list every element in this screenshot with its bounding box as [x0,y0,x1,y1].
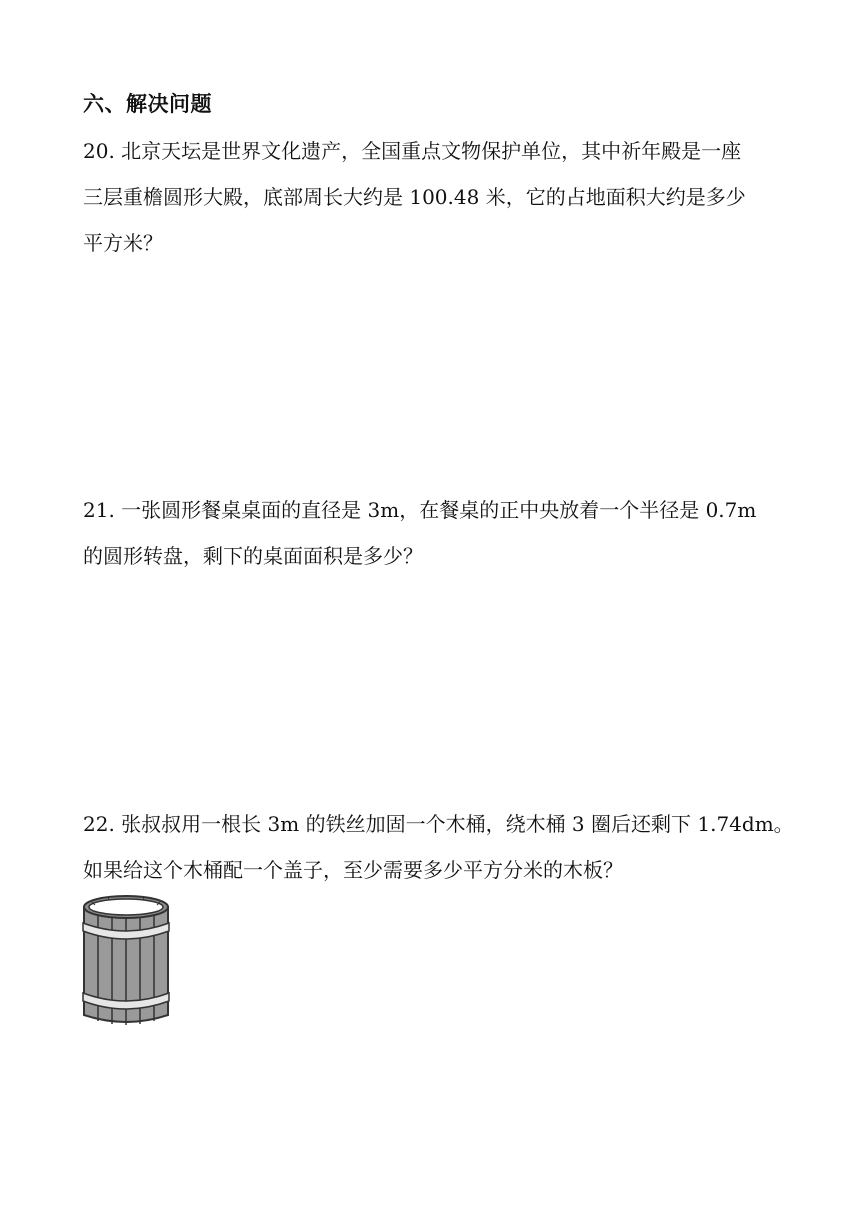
question-line: 如果给这个木桶配一个盖子，至少需要多少平方分米的木板？ [83,858,623,882]
question-21 [83,487,803,579]
question-line: 21. 一张圆形餐桌桌面的直径是 3m，在餐桌的正中央放着一个半径是 0.7m [83,498,757,522]
question-line: 22. 张叔叔用一根长 3m 的铁丝加固一个木桶，绕木桶 3 圈后还剩下 1.74dm。 [83,812,794,836]
section-heading: 六、解决问题 [83,92,212,116]
question-line: 三层重檐圆形大殿，底部周长大约是 100.48 米，它的占地面积大约是多少 [83,185,746,209]
question-22 [83,801,803,893]
question-20 [83,128,803,266]
question-line: 的圆形转盘，剩下的桌面面积是多少？ [83,544,423,568]
wooden-barrel-illustration [78,893,174,1029]
question-line: 平方米？ [83,231,163,255]
question-line: 20. 北京天坛是世界文化遗产，全国重点文物保护单位，其中祈年殿是一座 [83,139,742,163]
